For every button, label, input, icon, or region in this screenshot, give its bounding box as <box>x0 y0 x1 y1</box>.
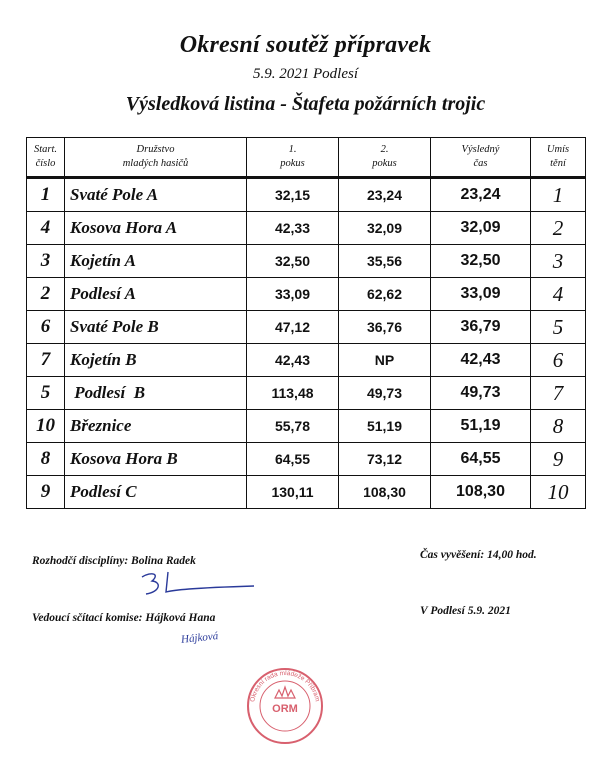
start-number: 7 <box>27 344 65 377</box>
attempt-2: 32,09 <box>339 212 431 245</box>
table-header-row <box>27 138 586 178</box>
orm-stamp <box>245 666 325 746</box>
referee-signature <box>138 570 258 598</box>
result-time: 42,43 <box>431 344 531 377</box>
header-placement: Umís tění <box>531 138 586 178</box>
attempt-2: 49,73 <box>339 377 431 410</box>
table-row <box>27 245 586 278</box>
team-name: Kojetín B <box>65 344 247 377</box>
posted-time: Čas vyvěšení: 14,00 hod. <box>420 549 537 561</box>
result-time: 64,55 <box>431 443 531 476</box>
attempt-2: 35,56 <box>339 245 431 278</box>
team-name: Podlesí A <box>65 278 247 311</box>
attempt-1: 113,48 <box>247 377 339 410</box>
start-number: 3 <box>27 245 65 278</box>
table-row <box>27 443 586 476</box>
result-time: 33,09 <box>431 278 531 311</box>
result-time: 49,73 <box>431 377 531 410</box>
placement: 6 <box>531 344 586 377</box>
results-table <box>26 137 586 509</box>
result-time: 32,50 <box>431 245 531 278</box>
referee-label: Rozhodčí disciplíny: Bolina Radek <box>32 555 196 567</box>
header-result-time: Výsledný čas <box>431 138 531 178</box>
result-time: 108,30 <box>431 476 531 509</box>
attempt-1: 64,55 <box>247 443 339 476</box>
stamp-ring-text: Okresní rada mládeže Příbram <box>249 669 321 703</box>
attempt-1: 47,12 <box>247 311 339 344</box>
start-number: 10 <box>27 410 65 443</box>
attempt-2: 73,12 <box>339 443 431 476</box>
attempt-1: 32,50 <box>247 245 339 278</box>
attempt-1: 130,11 <box>247 476 339 509</box>
placement: 10 <box>531 476 586 509</box>
result-time: 23,24 <box>431 178 531 212</box>
header-team: Družstvo mladých hasičů <box>65 138 247 178</box>
attempt-1: 42,33 <box>247 212 339 245</box>
result-time: 51,19 <box>431 410 531 443</box>
placement: 9 <box>531 443 586 476</box>
attempt-2: 23,24 <box>339 178 431 212</box>
start-number: 2 <box>27 278 65 311</box>
attempt-1: 55,78 <box>247 410 339 443</box>
event-date-place: 5.9. 2021 Podlesí <box>253 66 358 82</box>
attempt-2: 62,62 <box>339 278 431 311</box>
placement: 8 <box>531 410 586 443</box>
team-name: Březnice <box>65 410 247 443</box>
table-row <box>27 212 586 245</box>
team-name: Podlesí B <box>65 377 247 410</box>
table-row <box>27 311 586 344</box>
result-time: 36,79 <box>431 311 531 344</box>
attempt-2: 36,76 <box>339 311 431 344</box>
result-time: 32,09 <box>431 212 531 245</box>
team-name: Svaté Pole A <box>65 178 247 212</box>
results-list-title: Výsledková listina - Štafeta požárních trojic <box>125 93 486 115</box>
start-number: 1 <box>27 178 65 212</box>
place-date: V Podlesí 5.9. 2021 <box>420 605 511 617</box>
document-title: Okresní soutěž přípravek <box>179 32 432 58</box>
placement: 2 <box>531 212 586 245</box>
team-name: Kosova Hora A <box>65 212 247 245</box>
table-row <box>27 377 586 410</box>
placement: 7 <box>531 377 586 410</box>
placement: 5 <box>531 311 586 344</box>
header-start-number: Start. číslo <box>27 138 65 178</box>
attempt-2: 108,30 <box>339 476 431 509</box>
start-number: 9 <box>27 476 65 509</box>
table-row <box>27 476 586 509</box>
table-row <box>27 410 586 443</box>
placement: 3 <box>531 245 586 278</box>
team-name: Podlesí C <box>65 476 247 509</box>
stamp-flame-icon <box>275 687 295 698</box>
table-row <box>27 178 586 212</box>
committee-signature: Hájková <box>180 630 219 646</box>
start-number: 4 <box>27 212 65 245</box>
start-number: 6 <box>27 311 65 344</box>
attempt-2: 51,19 <box>339 410 431 443</box>
table-row <box>27 344 586 377</box>
attempt-1: 42,43 <box>247 344 339 377</box>
stamp-initials: ORM <box>272 703 298 715</box>
team-name: Kojetín A <box>65 245 247 278</box>
attempt-1: 32,15 <box>247 178 339 212</box>
header-attempt-2: 2. pokus <box>339 138 431 178</box>
attempt-1: 33,09 <box>247 278 339 311</box>
attempt-2: NP <box>339 344 431 377</box>
table-row <box>27 278 586 311</box>
team-name: Svaté Pole B <box>65 311 247 344</box>
placement: 4 <box>531 278 586 311</box>
team-name: Kosova Hora B <box>65 443 247 476</box>
start-number: 8 <box>27 443 65 476</box>
placement: 1 <box>531 178 586 212</box>
start-number: 5 <box>27 377 65 410</box>
committee-head-label: Vedoucí sčítací komise: Hájková Hana <box>32 612 216 624</box>
header-attempt-1: 1. pokus <box>247 138 339 178</box>
